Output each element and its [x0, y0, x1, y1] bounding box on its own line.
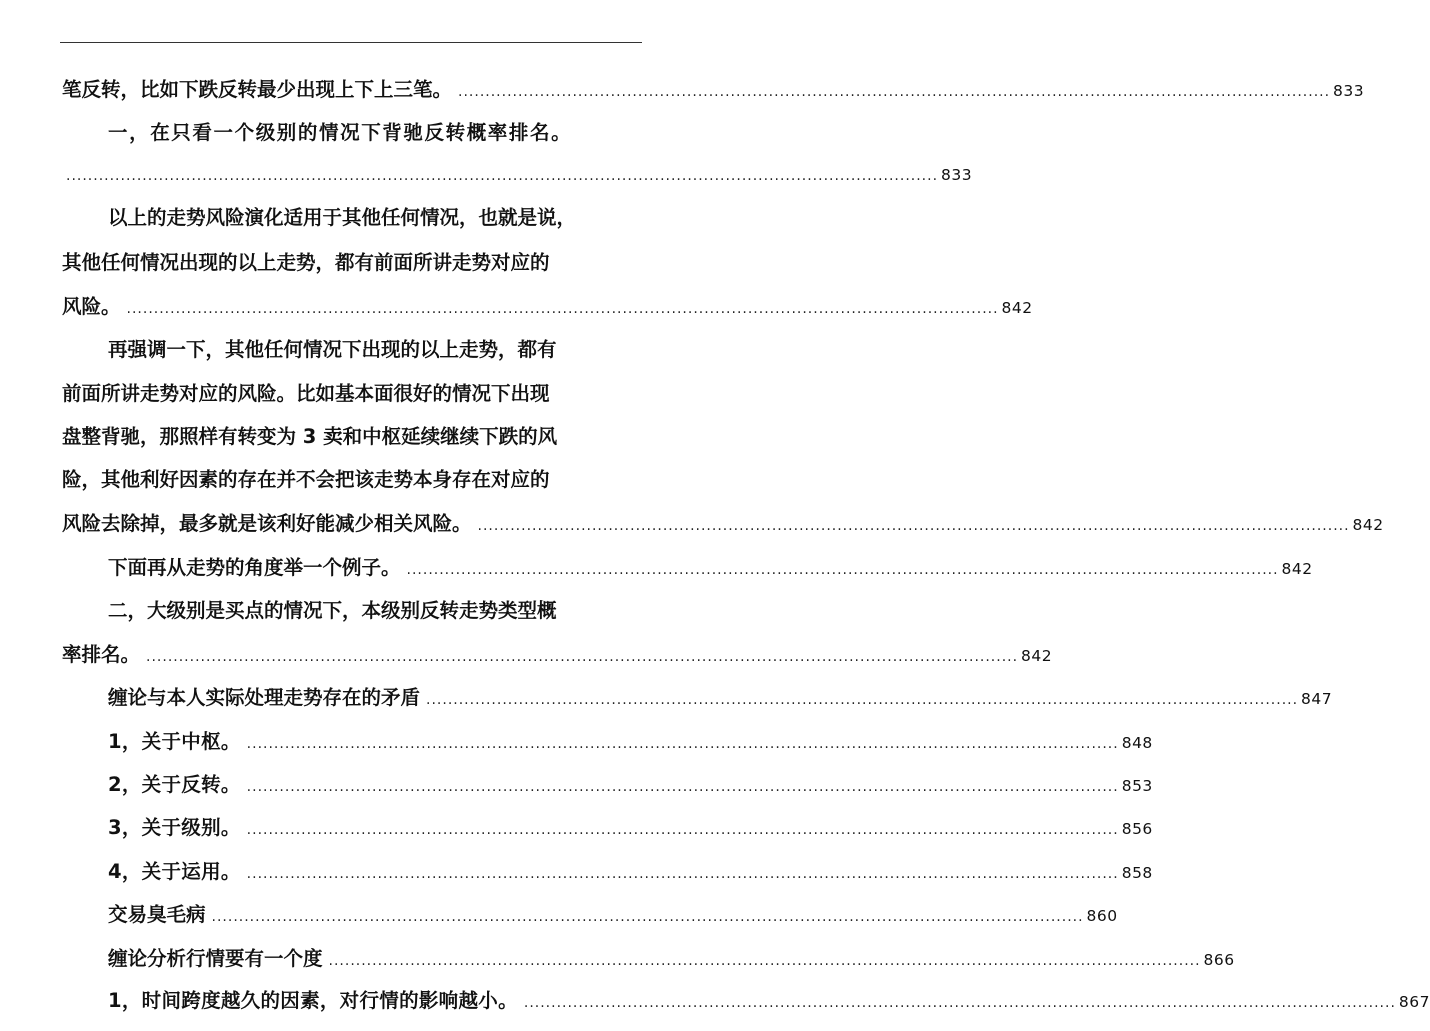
toc-entry[interactable] — [62, 160, 973, 190]
toc-entry-text: 缠论分析行情要有一个度 — [108, 947, 323, 970]
dot-leader: ................................................................................................................................................................ — [328, 953, 1201, 969]
toc-entry-text: 笔反转，比如下跌反转最少出现上下上三笔。 — [62, 78, 453, 101]
dot-leader: ................................................................................................................................................................ — [246, 866, 1119, 882]
toc-page-number: 866 — [1203, 951, 1235, 969]
toc-entry[interactable] — [62, 248, 640, 278]
toc-entry[interactable] — [62, 509, 1384, 539]
toc-entry[interactable] — [62, 465, 640, 495]
toc-page-number: 860 — [1086, 907, 1118, 925]
toc-entry-text: 前面所讲走势对应的风险。比如基本面很好的情况下出现 — [62, 382, 550, 405]
toc-page-number: 867 — [1398, 993, 1430, 1011]
toc-entry-text: 1，关于中枢。 — [108, 730, 241, 753]
toc-page-number: 842 — [1281, 560, 1313, 578]
toc-entry[interactable] — [108, 203, 640, 233]
dot-leader: ................................................................................................................................................................ — [458, 84, 1331, 100]
toc-entry[interactable] — [108, 857, 1153, 887]
dot-leader: ................................................................................................................................................................ — [523, 995, 1396, 1011]
toc-page-number: 856 — [1121, 820, 1153, 838]
toc-entry-text: 交易臭毛病 — [108, 903, 206, 926]
dot-leader: ................................................................................................................................................................ — [477, 518, 1350, 534]
toc-entry[interactable] — [62, 75, 1365, 105]
toc-page-number: 858 — [1121, 864, 1153, 882]
toc-entry-text: 再强调一下，其他任何情况下出现的以上走势，都有 — [108, 338, 557, 361]
toc-page-number: 833 — [1333, 82, 1365, 100]
dot-leader: ................................................................................................................................................................ — [426, 692, 1299, 708]
toc-entry[interactable] — [108, 900, 1118, 930]
dot-leader: ................................................................................................................................................................ — [246, 736, 1119, 752]
toc-entry-text: 其他任何情况出现的以上走势，都有前面所讲走势对应的 — [62, 251, 550, 274]
toc-entry-text: 风险。 — [62, 295, 121, 318]
dot-leader: ................................................................................................................................................................ — [406, 562, 1279, 578]
toc-entry[interactable] — [108, 553, 1313, 583]
toc-entry-text: 一，在只看一个级别的情况下背驰反转概率排名。 — [108, 121, 573, 144]
toc-page-number: 848 — [1121, 734, 1153, 752]
toc-entry[interactable] — [62, 640, 1053, 670]
toc-entry-text: 风险去除掉，最多就是该利好能减少相关风险。 — [62, 512, 472, 535]
toc-entry[interactable] — [108, 944, 1235, 974]
toc-entry-text: 盘整背驰，那照样有转变为 3 卖和中枢延续继续下跌的风 — [62, 425, 558, 448]
toc-entry[interactable] — [108, 596, 640, 626]
toc-entry[interactable] — [108, 727, 1153, 757]
toc-page-number: 842 — [1021, 647, 1053, 665]
toc-entry-text: 险，其他利好因素的存在并不会把该走势本身存在对应的 — [62, 468, 550, 491]
toc-entry[interactable] — [108, 986, 1430, 1016]
dot-leader: ................................................................................................................................................................ — [246, 822, 1119, 838]
toc-page-number: 847 — [1301, 690, 1333, 708]
toc-entry-text: 率排名。 — [62, 643, 141, 666]
toc-page-number: 833 — [941, 166, 973, 184]
toc-entry[interactable] — [108, 813, 1153, 843]
toc-entry[interactable] — [62, 292, 1033, 322]
toc-entry-text: 缠论与本人实际处理走势存在的矛盾 — [108, 686, 421, 709]
toc-entry-text: 下面再从走势的角度举一个例子。 — [108, 556, 401, 579]
dot-leader: ................................................................................................................................................................ — [246, 779, 1119, 795]
dot-leader: ................................................................................................................................................................ — [66, 168, 939, 184]
toc-entry[interactable] — [62, 422, 640, 452]
toc-entry[interactable] — [108, 118, 640, 148]
toc-page-number: 842 — [1001, 299, 1033, 317]
toc-page-number: 853 — [1121, 777, 1153, 795]
toc-entry-text: 1，时间跨度越久的因素，对行情的影响越小。 — [108, 989, 518, 1012]
toc-entry[interactable] — [108, 770, 1153, 800]
dot-leader: ................................................................................................................................................................ — [211, 909, 1084, 925]
toc-entry-text: 3，关于级别。 — [108, 816, 241, 839]
toc-entry-text: 二，大级别是买点的情况下，本级别反转走势类型概 — [108, 599, 557, 622]
toc-page-number: 842 — [1352, 516, 1384, 534]
toc-entry[interactable] — [108, 335, 640, 365]
toc-entry-text: 4，关于运用。 — [108, 860, 241, 883]
dot-leader: ................................................................................................................................................................ — [146, 649, 1019, 665]
dot-leader: ................................................................................................................................................................ — [126, 301, 999, 317]
toc-entry[interactable] — [108, 683, 1333, 713]
toc-entry-text: 2，关于反转。 — [108, 773, 241, 796]
toc-entry-text: 以上的走势风险演化适用于其他任何情况，也就是说， — [108, 206, 577, 229]
toc-entry[interactable] — [62, 379, 640, 409]
